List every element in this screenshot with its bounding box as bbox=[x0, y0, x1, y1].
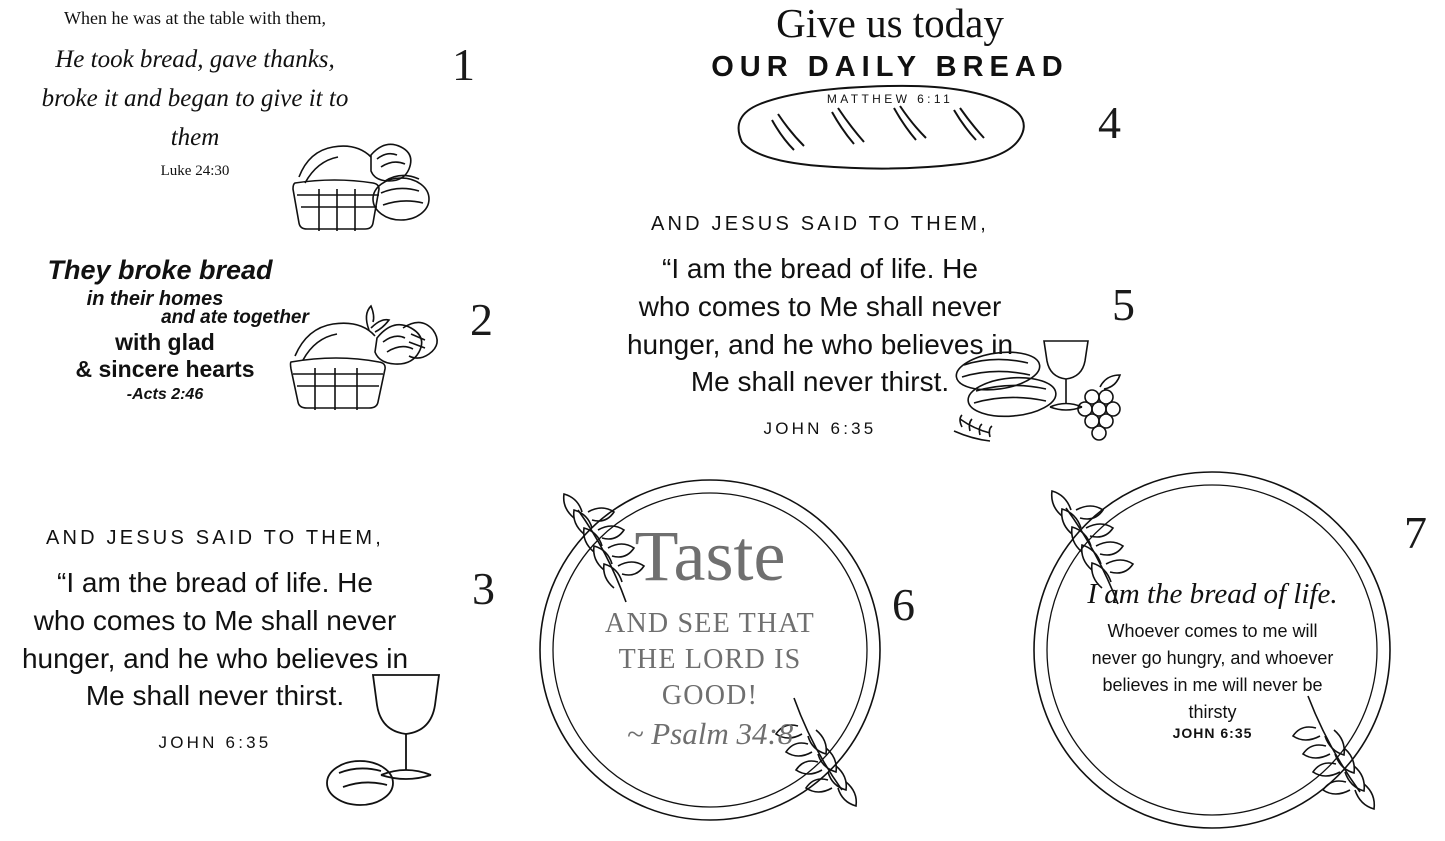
design-6-line-3: THE LORD IS bbox=[618, 644, 802, 675]
design-7-body-line-4: thirsty bbox=[1188, 702, 1237, 722]
design-5-verse-line-2: who comes to Me shall never bbox=[638, 290, 1002, 322]
bread-wine-grapes-icon bbox=[950, 335, 1130, 455]
design-1 bbox=[20, 0, 440, 240]
design-7-body-line-3: believes in me will never be bbox=[1102, 675, 1323, 695]
design-5-verse-line-1: “I am the bread of life. He bbox=[662, 253, 978, 284]
design-7-body-line-1: Whoever comes to me will bbox=[1107, 621, 1318, 641]
design-2-line-1: They broke bread bbox=[47, 255, 273, 285]
design-3-verse-line-3: hunger, and he who believes in bbox=[21, 642, 409, 674]
design-2-reference: -Acts 2:46 bbox=[126, 386, 204, 403]
design-6-line-4: GOOD! bbox=[661, 680, 759, 711]
design-7-body bbox=[1060, 618, 1365, 726]
design-6 bbox=[520, 460, 900, 840]
design-4 bbox=[690, 0, 1110, 210]
design-5-reference: JOHN 6:35 bbox=[763, 419, 877, 439]
design-number-6: 6 bbox=[892, 579, 915, 630]
design-3-heading: AND JESUS SAID TO THEM, bbox=[45, 527, 385, 549]
design-2-line-5: & sincere hearts bbox=[75, 356, 255, 382]
design-7-reference: JOHN 6:35 bbox=[1172, 725, 1253, 741]
design-number-4: 4 bbox=[1098, 97, 1121, 148]
design-number-5: 5 bbox=[1112, 279, 1135, 330]
design-2 bbox=[30, 245, 460, 435]
design-7-body-line-2: never go hungry, and whoever bbox=[1091, 648, 1334, 668]
design-1-verse-line-3: them bbox=[170, 123, 220, 151]
design-6-reference: ~ Psalm 34:8 bbox=[626, 716, 794, 751]
design-1-reference: Luke 24:30 bbox=[160, 163, 230, 180]
design-number-7: 7 bbox=[1404, 507, 1427, 558]
design-3-reference: JOHN 6:35 bbox=[158, 733, 272, 753]
design-3-verse-line-2: who comes to Me shall never bbox=[33, 604, 397, 636]
design-5-heading: AND JESUS SAID TO THEM, bbox=[650, 213, 990, 235]
design-number-1: 1 bbox=[452, 39, 475, 90]
design-6-word: Taste bbox=[634, 516, 786, 596]
baguette-icon bbox=[720, 80, 1040, 190]
design-1-verse-line-1: He took bread, gave thanks, bbox=[55, 46, 335, 73]
design-7-title: I am the bread of life. bbox=[1087, 578, 1338, 610]
design-number-3: 3 bbox=[472, 563, 495, 614]
design-2-line-2: in their homes bbox=[86, 288, 224, 310]
design-number-2: 2 bbox=[470, 294, 493, 345]
design-5-verse-line-4: Me shall never thirst. bbox=[690, 366, 950, 398]
design-7 bbox=[1000, 460, 1420, 840]
design-4-title-line-1: Give us today bbox=[776, 0, 1004, 46]
design-1-intro: When he was at the table with them, bbox=[64, 8, 326, 28]
design-3-verse-line-1: “I am the bread of life. He bbox=[57, 567, 373, 598]
chalice-and-bread-icon bbox=[325, 665, 465, 810]
wheat-bottom-right bbox=[776, 698, 856, 806]
design-3-verse-line-4: Me shall never thirst. bbox=[85, 680, 345, 712]
design-1-verse-line-2: broke it and began to give it to bbox=[41, 84, 349, 112]
design-6-line-2: AND SEE THAT bbox=[605, 608, 815, 639]
design-5 bbox=[560, 205, 1100, 439]
design-4-title-line-2: OUR DAILY BREAD bbox=[711, 51, 1069, 84]
design-5-verse-line-3: hunger, and he who believes in bbox=[626, 328, 1014, 360]
bread-basket-icon bbox=[285, 125, 435, 235]
design-2-line-4: with glad bbox=[115, 329, 215, 355]
design-2-line-3: and ate together bbox=[161, 307, 309, 328]
design-3 bbox=[0, 515, 480, 815]
bread-basket-icon bbox=[285, 300, 445, 410]
design-4-reference: MATTHEW 6:11 bbox=[826, 92, 954, 107]
